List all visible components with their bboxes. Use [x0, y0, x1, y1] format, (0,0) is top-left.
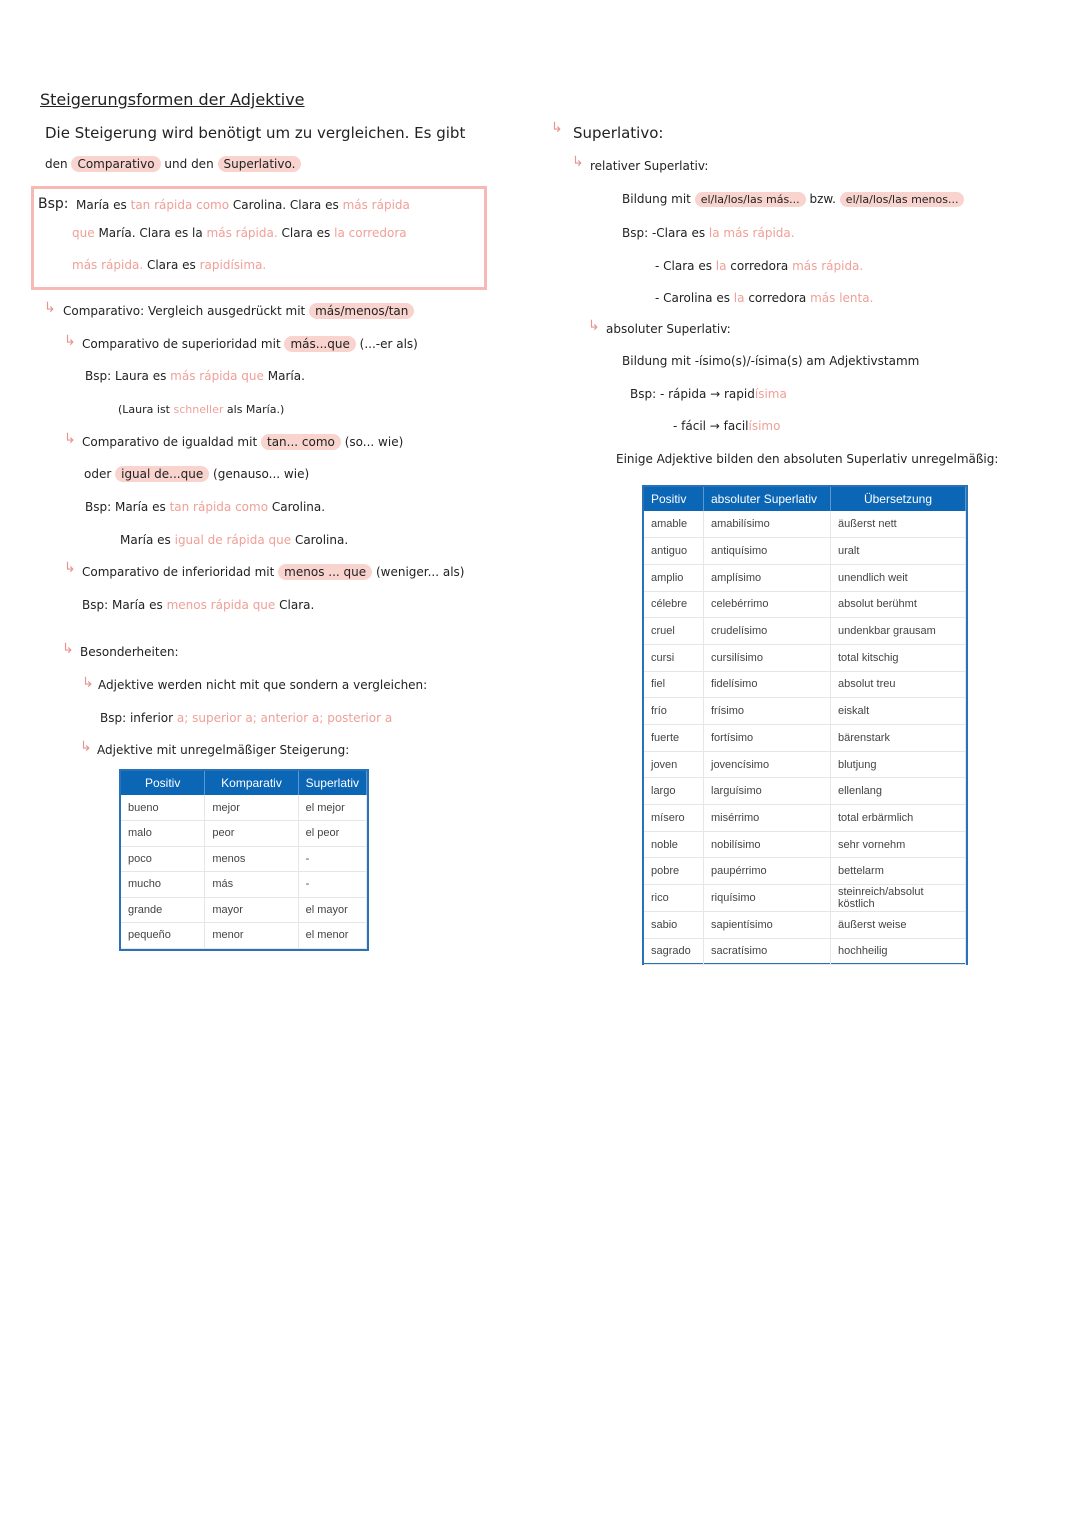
table-row: [121, 872, 367, 898]
table-row: [644, 698, 966, 725]
igualdad-line-2: oder igual de...que (genauso... wie): [84, 467, 310, 481]
table-cell: amplio: [644, 564, 704, 591]
einige-line: Einige Adjektive bilden den absoluten Superlativ unregelmäßig:: [616, 452, 999, 466]
absoluter-heading: absoluter Superlativ:: [606, 322, 731, 336]
table-row: [644, 778, 966, 805]
table-cell: antiquísimo: [704, 538, 831, 565]
arrow-icon: ↳: [64, 560, 76, 576]
table-cell: larguísimo: [704, 778, 831, 805]
table-cell: eiskalt: [831, 698, 966, 725]
table-cell: bärenstark: [831, 725, 966, 752]
table-cell: sabio: [644, 911, 704, 938]
table-row: [644, 831, 966, 858]
table-header: Übersetzung: [831, 487, 966, 511]
box-line-2: que María. Clara es la más rápida. Clara es la corredora: [72, 226, 407, 240]
table-header: Positiv: [121, 771, 205, 795]
table-header: Komparativ: [205, 771, 298, 795]
comparativo-heading: Comparativo: Vergleich ausgedrückt mit más/menos/tan: [63, 304, 414, 318]
igualdad-line: Comparativo de igualdad mit tan... como (so... wie): [82, 435, 404, 449]
table-cell: noble: [644, 831, 704, 858]
table-row: [644, 591, 966, 618]
table-cell: peor: [205, 821, 298, 847]
absoluter-bildung: Bildung mit -ísimo(s)/-ísima(s) am Adjektivstamm: [622, 354, 920, 368]
table-cell: menor: [205, 923, 298, 949]
table-cell: absolut berühmt: [831, 591, 966, 618]
superioridad-line: Comparativo de superioridad mit más...que (...-er als): [82, 337, 418, 351]
table-row: [644, 564, 966, 591]
table-row: [644, 805, 966, 832]
table-cell: fuerte: [644, 725, 704, 752]
besonderheiten-2: Adjektive mit unregelmäßiger Steigerung:: [97, 743, 350, 757]
table-row: [644, 538, 966, 565]
table-cell: mísero: [644, 805, 704, 832]
besonderheiten-heading: Besonderheiten:: [80, 645, 179, 659]
table-row: [644, 751, 966, 778]
table-cell: fidelísimo: [704, 671, 831, 698]
table-cell: bettelarm: [831, 858, 966, 885]
table-cell: largo: [644, 778, 704, 805]
superioridad-translation: (Laura ist schneller als María.): [118, 403, 285, 416]
table-cell: hochheilig: [831, 938, 966, 965]
table-cell: el menor: [298, 923, 366, 949]
table-cell: mejor: [205, 795, 298, 821]
table-header: Superlativ: [298, 771, 366, 795]
table-cell: unendlich weit: [831, 564, 966, 591]
table-row: [121, 923, 367, 949]
superioridad-example: Bsp: Laura es más rápida que María.: [85, 369, 305, 383]
table-row: [121, 897, 367, 923]
table-cell: sapientísimo: [704, 911, 831, 938]
table-cell: amplísimo: [704, 564, 831, 591]
table-cell: steinreich/absolut köstlich: [831, 885, 966, 912]
arrow-icon: ↳: [62, 641, 74, 657]
table-cell: poco: [121, 846, 205, 872]
absoluter-example-1: Bsp: - rápida → rapidísima: [630, 387, 787, 401]
table-cell: undenkbar grausam: [831, 618, 966, 645]
relativer-example-2: - Clara es la corredora más rápida.: [655, 259, 864, 273]
inferioridad-line: Comparativo de inferioridad mit menos ... que (weniger... als): [82, 565, 465, 579]
table-cell: uralt: [831, 538, 966, 565]
arrow-icon: ↳: [572, 154, 584, 170]
table-cell: joven: [644, 751, 704, 778]
table-cell: cursilísimo: [704, 644, 831, 671]
table-row: [644, 938, 966, 965]
table-cell: celebérrimo: [704, 591, 831, 618]
table-cell: äußerst weise: [831, 911, 966, 938]
table-row: [121, 821, 367, 847]
table-row: [644, 885, 966, 912]
table-cell: total kitschig: [831, 644, 966, 671]
table-cell: fortísimo: [704, 725, 831, 752]
box-line-1: María es tan rápida como Carolina. Clara es más rápida: [76, 198, 410, 212]
table-header: absoluter Superlativ: [704, 487, 831, 511]
table-cell: absolut treu: [831, 671, 966, 698]
table-cell: äußerst nett: [831, 511, 966, 538]
table-header: Positiv: [644, 487, 704, 511]
table-cell: mucho: [121, 872, 205, 898]
relativer-example-3: - Carolina es la corredora más lenta.: [655, 291, 874, 305]
table-cell: el mayor: [298, 897, 366, 923]
table-cell: más: [205, 872, 298, 898]
table-cell: crudelísimo: [704, 618, 831, 645]
table-cell: grande: [121, 897, 205, 923]
table-cell: menos: [205, 846, 298, 872]
arrow-icon: ↳: [44, 300, 56, 316]
besonderheiten-1: Adjektive werden nicht mit que sondern a vergleichen:: [98, 678, 428, 692]
table-row: [121, 795, 367, 821]
superlativo-heading: Superlativo:: [573, 124, 664, 142]
table-row: [644, 511, 966, 538]
absoluter-example-2: - fácil → facilísimo: [673, 419, 781, 433]
arrow-icon: ↳: [64, 333, 76, 349]
table-row: [644, 671, 966, 698]
table-cell: pobre: [644, 858, 704, 885]
box-line-3: más rápida. Clara es rapidísima.: [72, 258, 267, 272]
table-cell: misérrimo: [704, 805, 831, 832]
arrow-icon: ↳: [64, 431, 76, 447]
table-row: [644, 858, 966, 885]
table-cell: ellenlang: [831, 778, 966, 805]
table-cell: -: [298, 872, 366, 898]
page-title: Steigerungsformen der Adjektive: [40, 90, 305, 109]
table-cell: total erbärmlich: [831, 805, 966, 832]
arrow-icon: ↳: [80, 739, 92, 755]
arrow-icon: ↳: [588, 318, 600, 334]
table-cell: riquísimo: [704, 885, 831, 912]
table-cell: malo: [121, 821, 205, 847]
inferioridad-example: Bsp: María es menos rápida que Clara.: [82, 598, 315, 612]
table-row: [644, 725, 966, 752]
table-cell: amabilísimo: [704, 511, 831, 538]
table-cell: mayor: [205, 897, 298, 923]
relativer-bildung: Bildung mit el/la/los/las más... bzw. el/la/los/las menos...: [622, 192, 964, 206]
table-row: [644, 644, 966, 671]
igualdad-example-1: Bsp: María es tan rápida como Carolina.: [85, 500, 326, 514]
table-cell: rico: [644, 885, 704, 912]
arrow-icon: ↳: [551, 120, 563, 136]
table-cell: frío: [644, 698, 704, 725]
table-row: [644, 618, 966, 645]
relativer-example-1: Bsp: -Clara es la más rápida.: [622, 226, 795, 240]
intro-line-2: den Comparativo und den Superlativo.: [45, 157, 301, 171]
intro-line-1: Die Steigerung wird benötigt um zu vergleichen. Es gibt: [45, 124, 466, 142]
table-cell: célebre: [644, 591, 704, 618]
table-cell: jovencísimo: [704, 751, 831, 778]
table-cell: el peor: [298, 821, 366, 847]
table-cell: sagrado: [644, 938, 704, 965]
table-cell: cruel: [644, 618, 704, 645]
table-cell: frísimo: [704, 698, 831, 725]
arrow-icon: ↳: [82, 675, 94, 691]
table-cell: paupérrimo: [704, 858, 831, 885]
table-cell: amable: [644, 511, 704, 538]
table-cell: el mejor: [298, 795, 366, 821]
table-cell: fiel: [644, 671, 704, 698]
table-cell: blutjung: [831, 751, 966, 778]
table-cell: nobilísimo: [704, 831, 831, 858]
igualdad-example-2: María es igual de rápida que Carolina.: [120, 533, 349, 547]
table-cell: antiguo: [644, 538, 704, 565]
table-cell: cursi: [644, 644, 704, 671]
table-row: [644, 911, 966, 938]
box-bsp-label: Bsp:: [38, 196, 69, 212]
besonderheiten-example: Bsp: inferior a; superior a; anterior a; posterior a: [100, 711, 393, 725]
relativer-heading: relativer Superlativ:: [590, 159, 709, 173]
absolute-superlative-table: [644, 487, 966, 965]
table-cell: -: [298, 846, 366, 872]
irregular-comparison-table: [121, 771, 367, 949]
table-cell: sacratísimo: [704, 938, 831, 965]
table-cell: sehr vornehm: [831, 831, 966, 858]
table-row: [121, 846, 367, 872]
table-cell: bueno: [121, 795, 205, 821]
table-cell: pequeño: [121, 923, 205, 949]
